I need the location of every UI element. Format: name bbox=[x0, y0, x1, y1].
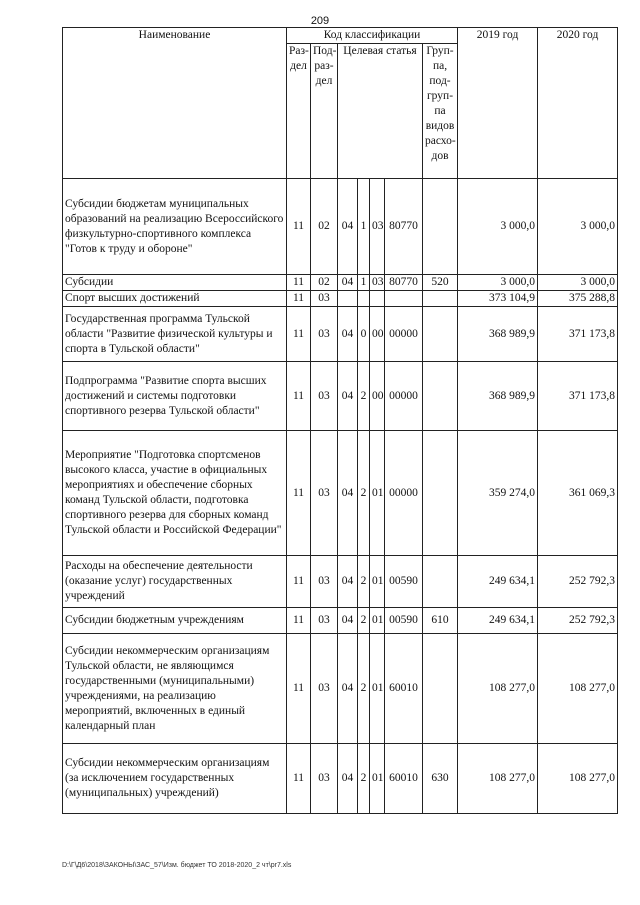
row-expense-group: 610 bbox=[423, 608, 458, 634]
row-value-2020: 108 277,0 bbox=[538, 744, 618, 814]
row-value-2019: 3 000,0 bbox=[458, 275, 538, 291]
row-target-event bbox=[370, 291, 385, 307]
row-target-direction: 60010 bbox=[385, 634, 423, 744]
row-target-direction: 80770 bbox=[385, 275, 423, 291]
row-target-program: 04 bbox=[338, 608, 358, 634]
row-name: Подпрограмма "Развитие спорта высших достижений и системы подготовки спортивного резерва Тульской области" bbox=[63, 362, 287, 431]
row-razdel: 11 bbox=[287, 556, 311, 608]
row-target-direction: 00000 bbox=[385, 307, 423, 362]
header-code: Код классификации bbox=[287, 28, 458, 44]
row-podrazdel: 03 bbox=[311, 608, 338, 634]
row-podrazdel: 03 bbox=[311, 634, 338, 744]
table-row bbox=[63, 291, 618, 307]
row-razdel: 11 bbox=[287, 744, 311, 814]
row-razdel: 11 bbox=[287, 179, 311, 275]
row-podrazdel: 03 bbox=[311, 431, 338, 556]
header-group: Груп-па, под-груп-па видов расхо-дов bbox=[423, 44, 458, 179]
row-name: Государственная программа Тульской области "Развитие физической культуры и спорта в Тульской области" bbox=[63, 307, 287, 362]
header-target: Целевая статья bbox=[338, 44, 423, 179]
row-target-event: 00 bbox=[370, 307, 385, 362]
row-value-2019: 3 000,0 bbox=[458, 179, 538, 275]
row-target-direction: 80770 bbox=[385, 179, 423, 275]
row-expense-group: 630 bbox=[423, 744, 458, 814]
row-value-2020: 371 173,8 bbox=[538, 362, 618, 431]
table-row bbox=[63, 744, 618, 814]
row-value-2019: 368 989,9 bbox=[458, 362, 538, 431]
row-value-2020: 3 000,0 bbox=[538, 275, 618, 291]
row-name: Расходы на обеспечение деятельности (оказание услуг) государственных учреждений bbox=[63, 556, 287, 608]
row-target-subprogram: 2 bbox=[358, 744, 370, 814]
row-podrazdel: 03 bbox=[311, 362, 338, 431]
row-expense-group bbox=[423, 307, 458, 362]
table-row bbox=[63, 362, 618, 431]
table-row bbox=[63, 275, 618, 291]
row-value-2019: 368 989,9 bbox=[458, 307, 538, 362]
row-razdel: 11 bbox=[287, 362, 311, 431]
row-value-2020: 375 288,8 bbox=[538, 291, 618, 307]
footer-file-path: D:\Г\Д6\2018\ЗАКОНЫ\ЗАС_57\Изм. бюджет ТО 2018-2020_2 чт\pr7.xls bbox=[62, 862, 292, 869]
row-expense-group bbox=[423, 634, 458, 744]
page-number: 209 bbox=[310, 15, 330, 27]
row-value-2019: 359 274,0 bbox=[458, 431, 538, 556]
row-podrazdel: 03 bbox=[311, 556, 338, 608]
budget-table bbox=[62, 27, 618, 814]
row-value-2020: 252 792,3 bbox=[538, 556, 618, 608]
row-razdel: 11 bbox=[287, 291, 311, 307]
row-value-2019: 249 634,1 bbox=[458, 556, 538, 608]
row-target-event: 01 bbox=[370, 431, 385, 556]
row-podrazdel: 03 bbox=[311, 307, 338, 362]
row-value-2020: 108 277,0 bbox=[538, 634, 618, 744]
table-body bbox=[63, 179, 618, 814]
row-target-event: 00 bbox=[370, 362, 385, 431]
row-target-direction: 00000 bbox=[385, 431, 423, 556]
row-target-direction: 00590 bbox=[385, 556, 423, 608]
row-target-program: 04 bbox=[338, 362, 358, 431]
row-podrazdel: 03 bbox=[311, 291, 338, 307]
row-razdel: 11 bbox=[287, 275, 311, 291]
row-target-event: 01 bbox=[370, 608, 385, 634]
header-razdel: Раз-дел bbox=[287, 44, 311, 179]
header-name: Наименование bbox=[63, 28, 287, 179]
row-podrazdel: 02 bbox=[311, 179, 338, 275]
row-target-direction bbox=[385, 291, 423, 307]
row-expense-group bbox=[423, 556, 458, 608]
row-value-2019: 249 634,1 bbox=[458, 608, 538, 634]
row-value-2020: 252 792,3 bbox=[538, 608, 618, 634]
row-expense-group bbox=[423, 431, 458, 556]
row-value-2020: 3 000,0 bbox=[538, 179, 618, 275]
row-name: Субсидии bbox=[63, 275, 287, 291]
row-name: Субсидии бюджетным учреждениям bbox=[63, 608, 287, 634]
row-expense-group bbox=[423, 179, 458, 275]
row-expense-group bbox=[423, 362, 458, 431]
row-razdel: 11 bbox=[287, 431, 311, 556]
row-value-2019: 108 277,0 bbox=[458, 634, 538, 744]
table-row bbox=[63, 431, 618, 556]
row-value-2020: 361 069,3 bbox=[538, 431, 618, 556]
row-target-subprogram: 2 bbox=[358, 556, 370, 608]
row-value-2019: 373 104,9 bbox=[458, 291, 538, 307]
row-value-2020: 371 173,8 bbox=[538, 307, 618, 362]
row-target-subprogram: 1 bbox=[358, 275, 370, 291]
header-2020: 2020 год bbox=[538, 28, 618, 179]
row-target-event: 01 bbox=[370, 634, 385, 744]
row-expense-group: 520 bbox=[423, 275, 458, 291]
row-target-program: 04 bbox=[338, 556, 358, 608]
row-target-subprogram: 2 bbox=[358, 431, 370, 556]
row-name: Субсидии некоммерческим организациям Тульской области, не являющимся государственными (муниципальными) учреждениями, на реализацию мероприятий, включенных в единый календарный план bbox=[63, 634, 287, 744]
header-podrazdel: Под-раз-дел bbox=[311, 44, 338, 179]
row-target-event: 01 bbox=[370, 556, 385, 608]
row-target-direction: 00000 bbox=[385, 362, 423, 431]
row-target-program: 04 bbox=[338, 431, 358, 556]
row-name: Субсидии некоммерческим организациям (за исключением государственных (муниципальных) учреждений) bbox=[63, 744, 287, 814]
row-name: Мероприятие "Подготовка спортсменов высокого класса, участие в официальных мероприятиях и обеспечение сборных команд Тульской области, подготовка спортивного резерва для сборных команд Тульской области и Российской Федерации" bbox=[63, 431, 287, 556]
row-target-subprogram: 2 bbox=[358, 362, 370, 431]
row-target-program: 04 bbox=[338, 275, 358, 291]
row-razdel: 11 bbox=[287, 307, 311, 362]
row-value-2019: 108 277,0 bbox=[458, 744, 538, 814]
row-target-program: 04 bbox=[338, 744, 358, 814]
row-target-direction: 60010 bbox=[385, 744, 423, 814]
row-target-subprogram: 1 bbox=[358, 179, 370, 275]
row-podrazdel: 03 bbox=[311, 744, 338, 814]
row-target-subprogram bbox=[358, 291, 370, 307]
header-2019: 2019 год bbox=[458, 28, 538, 179]
table-row bbox=[63, 307, 618, 362]
row-target-program bbox=[338, 291, 358, 307]
row-podrazdel: 02 bbox=[311, 275, 338, 291]
row-target-event: 03 bbox=[370, 179, 385, 275]
row-target-direction: 00590 bbox=[385, 608, 423, 634]
row-name: Субсидии бюджетам муниципальных образований на реализацию Всероссийского физкультурно-спортивного комплекса "Готов к труду и обороне" bbox=[63, 179, 287, 275]
row-target-subprogram: 2 bbox=[358, 608, 370, 634]
row-target-event: 01 bbox=[370, 744, 385, 814]
table-header bbox=[63, 28, 618, 179]
table-row bbox=[63, 179, 618, 275]
row-razdel: 11 bbox=[287, 608, 311, 634]
row-target-subprogram: 0 bbox=[358, 307, 370, 362]
row-target-program: 04 bbox=[338, 307, 358, 362]
row-expense-group bbox=[423, 291, 458, 307]
table-row bbox=[63, 634, 618, 744]
row-target-program: 04 bbox=[338, 634, 358, 744]
row-target-subprogram: 2 bbox=[358, 634, 370, 744]
row-razdel: 11 bbox=[287, 634, 311, 744]
row-target-program: 04 bbox=[338, 179, 358, 275]
row-name: Спорт высших достижений bbox=[63, 291, 287, 307]
table-row bbox=[63, 608, 618, 634]
row-target-event: 03 bbox=[370, 275, 385, 291]
table-row bbox=[63, 556, 618, 608]
